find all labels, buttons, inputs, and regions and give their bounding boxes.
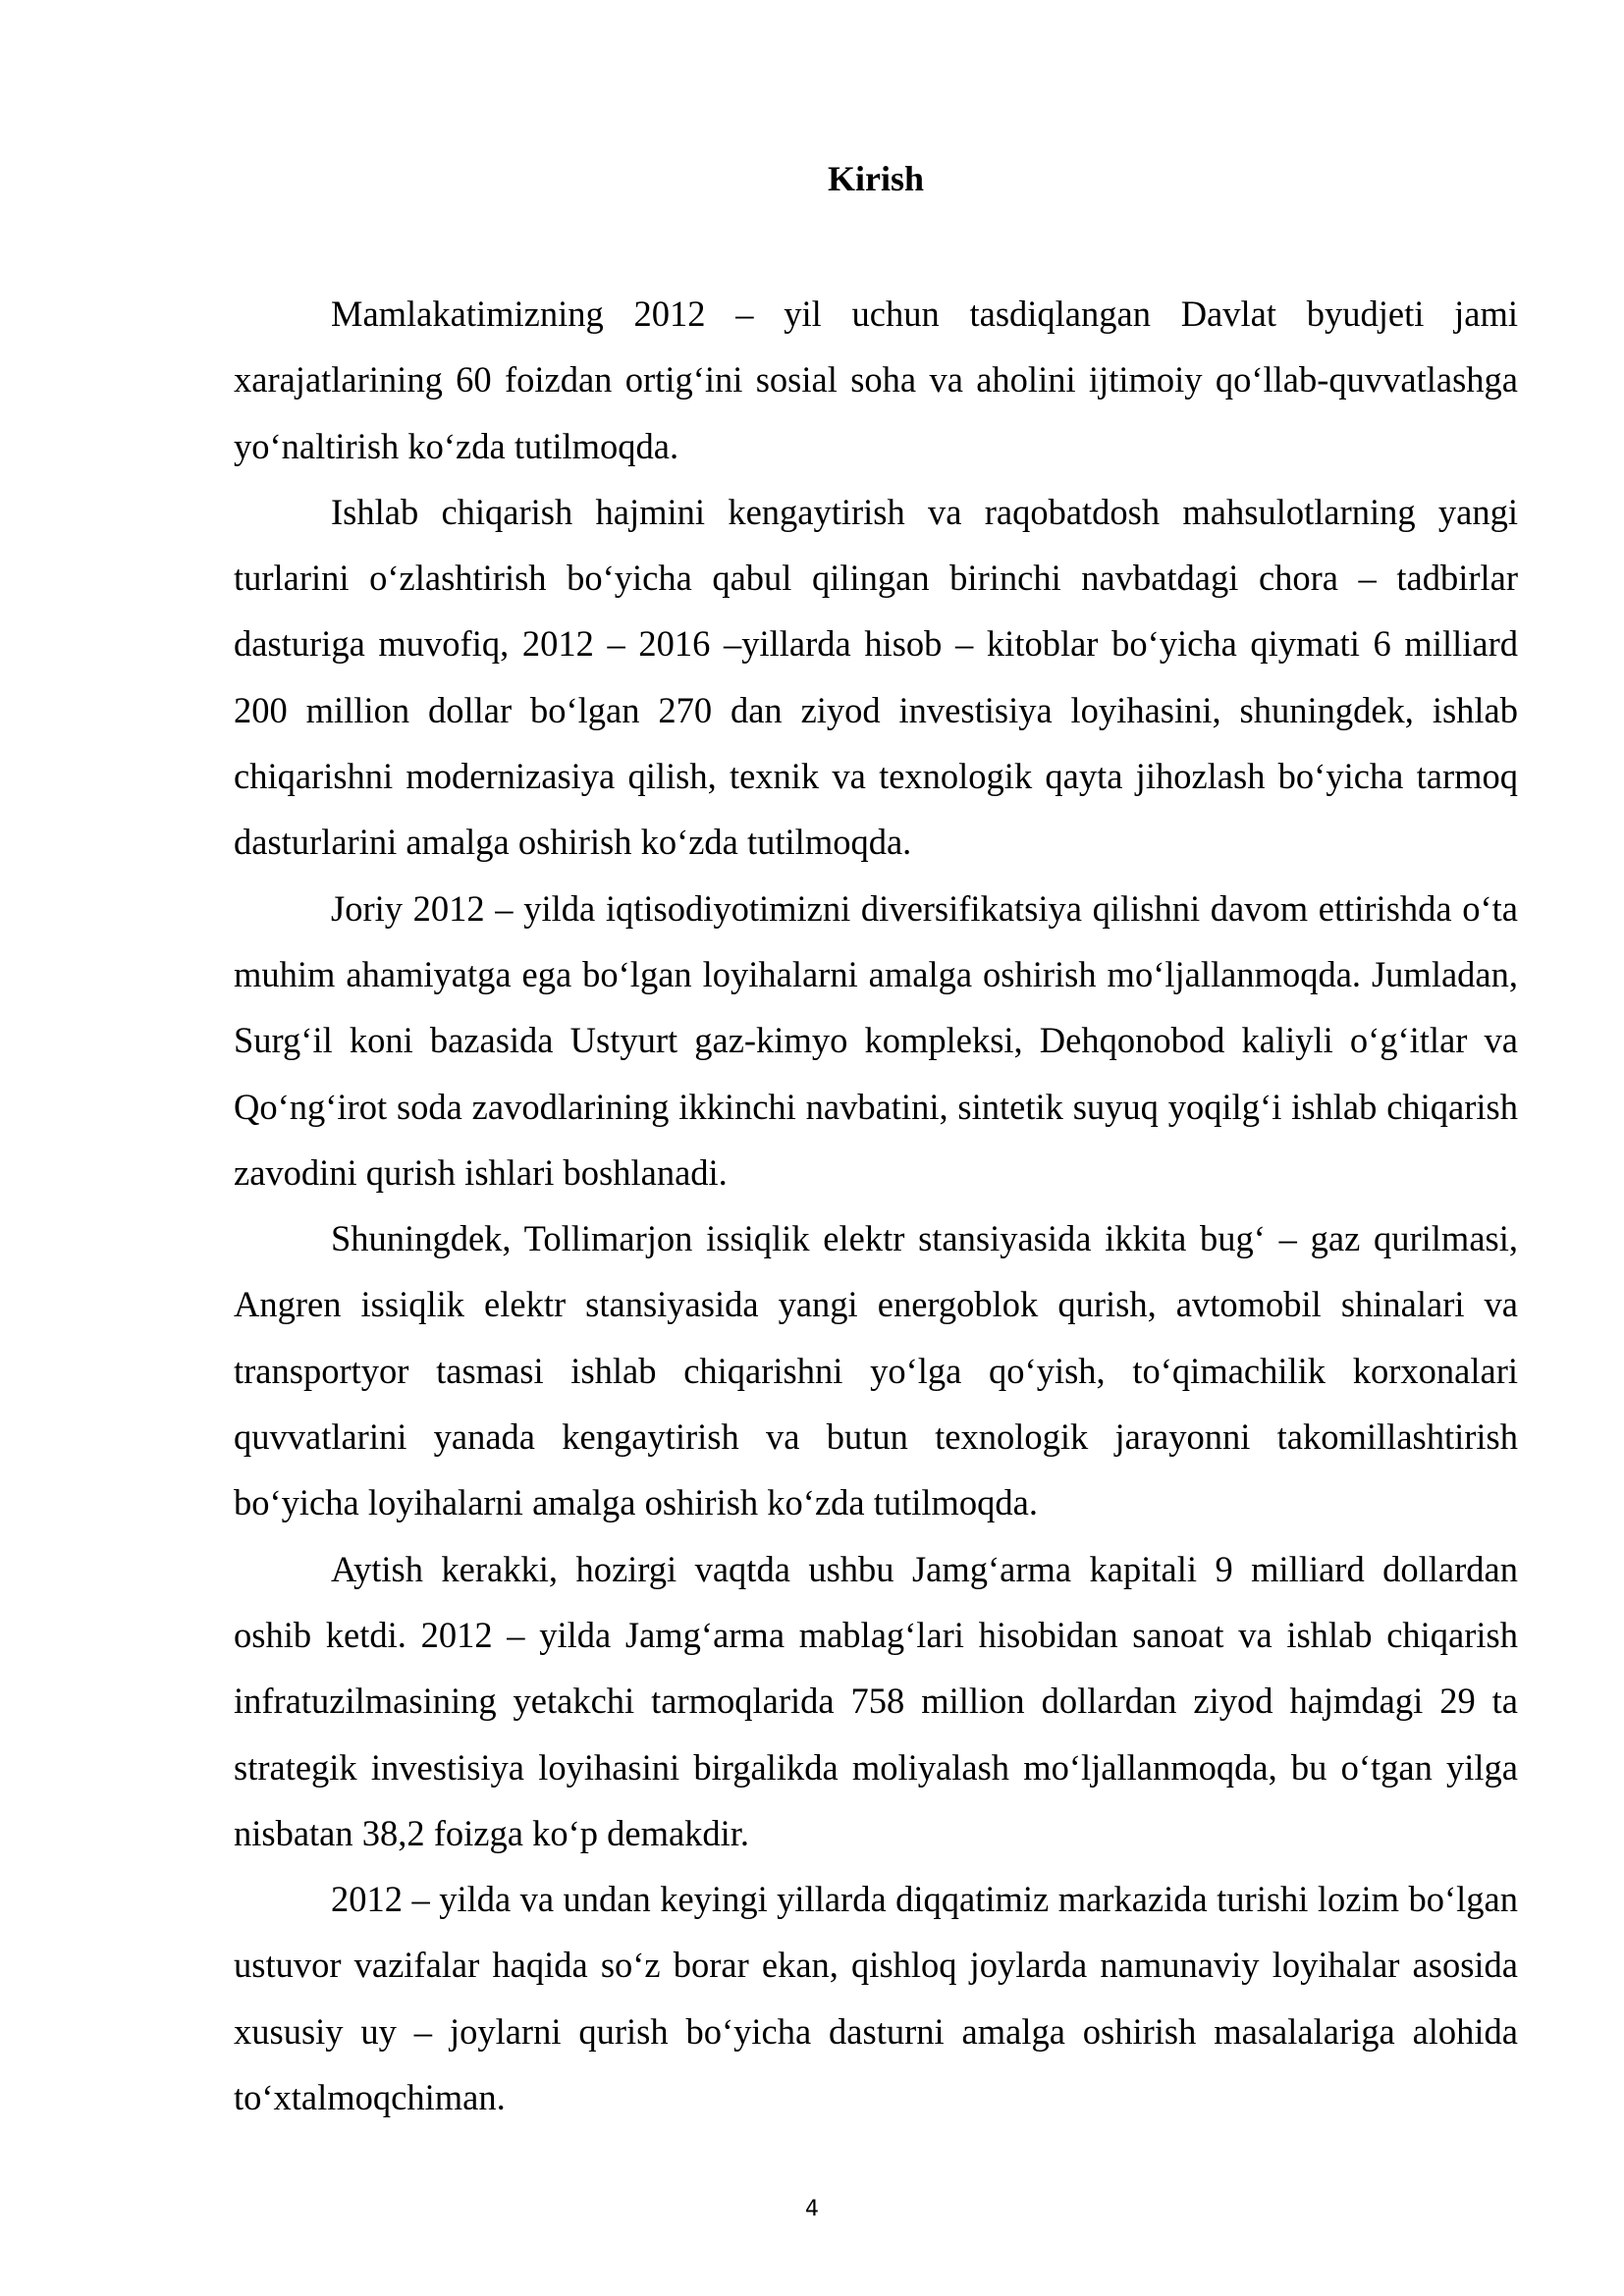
paragraph-4: Shuningdek, Tollimarjon issiqlik elektr stansiyasida ikkita bug‘ – gaz qurilmasi, Angren issiqlik elektr stansiyasida yangi energoblok qurish, avtomobil shinalari va transportyor tasmasi ishlab chiqarishni yo‘lga qo‘yish, to‘qimachilik korxonalari quvvatlarini yanada kengaytirish va butun texnologik jarayonni takomillashtirish bo‘yicha loyihalarni amalga oshirish ko‘zda tutilmoqda. <box>234 1218 1518 1523</box>
paragraph-2: Ishlab chiqarish hajmini kengaytirish va raqobatdosh mahsulotlarning yangi turlarini o‘zlashtirish bo‘yicha qabul qilingan birinchi navbatdagi chora – tadbirlar dasturiga muvofiq, 2012 – 2016 –yillarda hisob – kitoblar bo‘yicha qiymati 6 milliard 200 million dollar bo‘lgan 270 dan ziyod investisiya loyihasini, shuningdek, ishlab chiqarishni modernizasiya qilish, texnik va texnologik qayta jihozlash bo‘yicha tarmoq dasturlarini amalga oshirish ko‘zda tutilmoqda. <box>234 491 1518 863</box>
paragraph-5: Aytish kerakki, hozirgi vaqtda ushbu Jamg‘arma kapitali 9 milliard dollardan oshib ketdi. 2012 – yilda Jamg‘arma mablag‘lari hisobidan sanoat va ishlab chiqarish infratuzilmasining yetakchi tarmoqlarida 758 million dollardan ziyod hajmdagi 29 ta strategik investisiya loyihasini birgalikda moliyalash mo‘ljallanmoqda, bu o‘tgan yilga nisbatan 38,2 foizga ko‘p demakdir. <box>234 1548 1518 1853</box>
page-number: 4 <box>805 2197 819 2221</box>
paragraph-1: Mamlakatimizning 2012 – yil uchun tasdiqlangan Davlat byudjeti jami xarajatlarining 60 foizdan ortig‘ini sosial soha va aholini ijtimoiy qo‘llab-quvvatlashga yo‘naltirish ko‘zda tutilmoqda. <box>234 294 1518 466</box>
body-text <box>234 281 1518 2130</box>
page-title: Kirish <box>827 159 924 198</box>
paragraph-6: 2012 – yilda va undan keyingi yillarda diqqatimiz markazida turishi lozim bo‘lgan ustuvor vazifalar haqida so‘z borar ekan, qishloq joylarda namunaviy loyihalar asosida xususiy uy – joylarni qurish bo‘yicha dasturni amalga oshirish masalalariga alohida to‘xtalmoqchiman. <box>234 1879 1518 2118</box>
paragraph-3: Joriy 2012 – yilda iqtisodiyotimizni diversifikatsiya qilishni davom ettirishda o‘ta muhim ahamiyatga ega bo‘lgan loyihalarni amalga oshirish mo‘ljallanmoqda. Jumladan, Surg‘il koni bazasida Ustyurt gaz-kimyo kompleksi, Dehqonobod kaliyli o‘g‘itlar va Qo‘ng‘irot soda zavodlarining ikkinchi navbatini, sintetik suyuq yoqilg‘i ishlab chiqarish zavodini qurish ishlari boshlanadi. <box>234 887 1518 1193</box>
